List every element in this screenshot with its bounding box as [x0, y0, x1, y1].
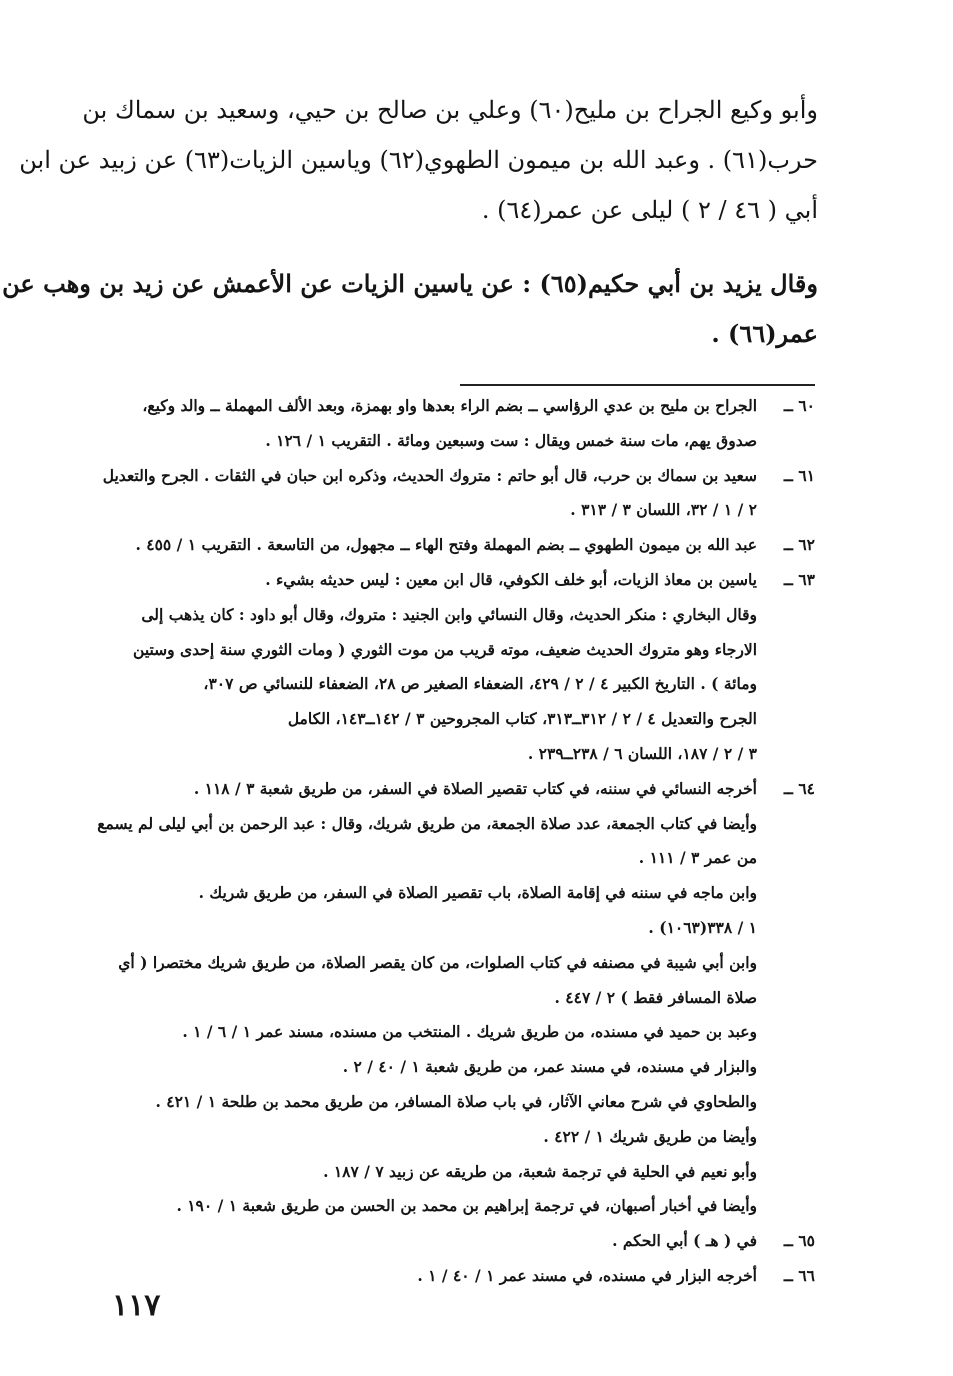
- footnote-text: عبد الله بن ميمون الطهوي ــ بضم المهملة وفتح الهاء ــ مجهول، من التاسعة . التقريب ١ / ٤٥٥ .: [135, 535, 757, 555]
- footnote-line: [125, 502, 815, 537]
- footnote-line: [125, 1126, 815, 1164]
- footnote-text: وقال البخاري : منكر الحديث، وقال النسائي وابن الجنيد : متروك، وقال أبو داود : كان يذهب إلى: [141, 604, 757, 624]
- footnote-line: [125, 987, 815, 1025]
- footnote-text: وأيضا من طريق شريك ١ / ٤٢٢ .: [543, 1126, 757, 1146]
- footnote-text: وأيضا في كتاب الجمعة، عدد صلاة الجمعة، من طريق شريك، وقال : عبد الرحمن بن أبي ليلى لم يسمع: [97, 813, 757, 833]
- footnote-text: ٢ / ١ / ٣٢، اللسان ٣ / ٣١٣ .: [570, 500, 757, 520]
- footnote-text: ياسين بن معاذ الزيات، أبو خلف الكوفي، قال ابن معين : ليس حديثه بشيء .: [265, 569, 757, 589]
- footnote-text: ١ / ٣٣٨(١٠٦٣) .: [648, 917, 757, 937]
- footnote-line: [125, 1024, 815, 1059]
- footnote-number: ٦٢ ــ: [783, 535, 815, 555]
- footnote-text: أخرجه البزار في مسنده، في مسند عمر ١ / ٤٠ / ١ .: [417, 1265, 757, 1285]
- footnote-text: ومائة ) . التاريخ الكبير ٤ / ٢ / ٤٢٩، الضعفاء الصغير ص ٢٨، الضعفاء للنسائي ص ٣٠٧،: [203, 674, 757, 694]
- paragraph-2-line: وقال يزيد بن أبي حكيم(٦٥) : عن ياسين الزيات عن الأعمش عن زيد بن وهب عن: [2, 269, 818, 298]
- main-paragraph-1: [19, 96, 818, 248]
- footnote-text: والطحاوي في شرح معاني الآثار، في باب صلاة المسافر، من طريق محمد بن طلحة ١ / ٤٢١ .: [155, 1091, 757, 1111]
- footnote-line: [125, 604, 815, 642]
- footnotes: [97, 396, 815, 1303]
- footnote-line: [125, 430, 815, 468]
- paragraph-1-line: أبي ( ٤٦ / ٢ ) ليلى عن عمر(٦٤) .: [481, 196, 818, 224]
- footnote-text: في ( هـ ) أبي الحكم .: [612, 1231, 757, 1251]
- footnote-line: [125, 1091, 815, 1129]
- footnote-line: [125, 711, 815, 746]
- footnote-text: أخرجه النسائي في سننه، في كتاب تقصير الصلاة في السفر، من طريق شعبة ٣ / ١١٨ .: [193, 778, 757, 798]
- footnote-text: وأبو نعيم في الحلية في ترجمة شعبة، من طريقه عن زبيد ٧ / ١٨٧ .: [323, 1161, 757, 1181]
- footnote-text: صلاة المسافر فقط ) ٢ / ٤٤٧ .: [554, 987, 757, 1007]
- footnote-number: ٦٠ ــ: [783, 396, 815, 415]
- footnote-line: [125, 1233, 815, 1268]
- footnote-text: وابن ماجه في سننه في إقامة الصلاة، باب تقصير الصلاة في السفر، من طريق شريك .: [198, 883, 757, 903]
- footnote-line: [125, 1161, 815, 1199]
- footnote-number: ٦٦ ــ: [783, 1265, 815, 1285]
- footnote-text: وعبد بن حميد في مسنده، من طريق شريك . المنتخب من مسنده، مسند عمر ١ / ٦ / ١ .: [182, 1022, 757, 1042]
- footnote-text: صدوق يهم، مات سنة خمس ويقال : ست وسبعين ومائة . التقريب ١ / ١٢٦ .: [265, 430, 757, 450]
- footnote-text: الارجاء وهو متروك الحديث ضعيف، موته قريب من موت الثوري ( ومات الثوري سنة إحدى وستين: [133, 639, 757, 659]
- footnote-line: [102, 465, 815, 503]
- footnote-line: [125, 537, 815, 572]
- main-paragraph-2: [2, 269, 818, 372]
- paragraph-2-line: عمر(٦٦) .: [711, 319, 818, 348]
- footnote-line: [125, 676, 815, 711]
- paragraph-1-line: وأبو وكيع الجراح بن مليح(٦٠) وعلي بن صالح بن حيي، وسعيد بن سماك بن: [82, 96, 818, 124]
- footnote-line: [125, 1265, 815, 1303]
- footnote-text: الجراح بن مليح بن عدي الرؤاسي ــ بضم الراء بعدها واو بهمزة، وبعد الألف المهملة ــ والد وكيع،: [142, 396, 757, 415]
- footnote-line: [125, 1059, 815, 1094]
- footnote-text: وابن أبي شيبة في مصنفه في كتاب الصلوات، من كان يقصر الصلاة، من طريق شريك مختصرا ( أي: [118, 952, 757, 972]
- footnote-text: وأيضا في أخبار أصبهان، في ترجمة إبراهيم بن محمد بن الحسن من طريق شعبة ١ / ١٩٠ .: [176, 1196, 757, 1216]
- footnote-text: من عمر ٣ / ١١١ .: [638, 848, 757, 868]
- footnote-text: والبزار في مسنده، في مسند عمر، من طريق شعبة ١ / ٤٠ / ٢ .: [342, 1057, 757, 1077]
- footnote-text: ٣ / ٢ / ١٨٧، اللسان ٦ / ٢٣٨ــ٢٣٩ .: [527, 743, 757, 763]
- footnote-line: [125, 885, 815, 920]
- footnote-number: ٦٤ ــ: [783, 778, 815, 798]
- page-number: ١١٧: [112, 1288, 161, 1323]
- footnote-separator: [460, 384, 815, 386]
- footnote-number: ٦٣ ــ: [783, 569, 815, 589]
- footnote-line: [125, 398, 815, 433]
- footnote-number: ٦١ ــ: [783, 465, 815, 485]
- paragraph-1-line: حرب(٦١) . وعبد الله بن ميمون الطهوي(٦٢) وياسين الزيات(٦٣) عن زبيد عن ابن: [19, 146, 818, 174]
- footnote-text: سعيد بن سماك بن حرب، قال أبو حاتم : متروك الحديث، وذكره ابن حبان في الثقات . الجرح والتعديل: [102, 465, 757, 485]
- footnote-line: [125, 569, 815, 607]
- footnote-line: [118, 952, 815, 990]
- footnote-text: الجرح والتعديل ٤ / ٢ / ٣١٢ــ٣١٣، كتاب المجروحين ٣ / ١٤٢ــ١٤٣، الكامل: [287, 709, 757, 729]
- footnote-line: [125, 850, 815, 885]
- footnote-line: [125, 1198, 815, 1233]
- footnote-line: [97, 813, 815, 851]
- footnote-line: [125, 778, 815, 816]
- footnote-line: [125, 639, 815, 677]
- footnote-number: ٦٥ ــ: [783, 1231, 815, 1251]
- footnote-line: [125, 917, 815, 955]
- footnote-line: [125, 743, 815, 781]
